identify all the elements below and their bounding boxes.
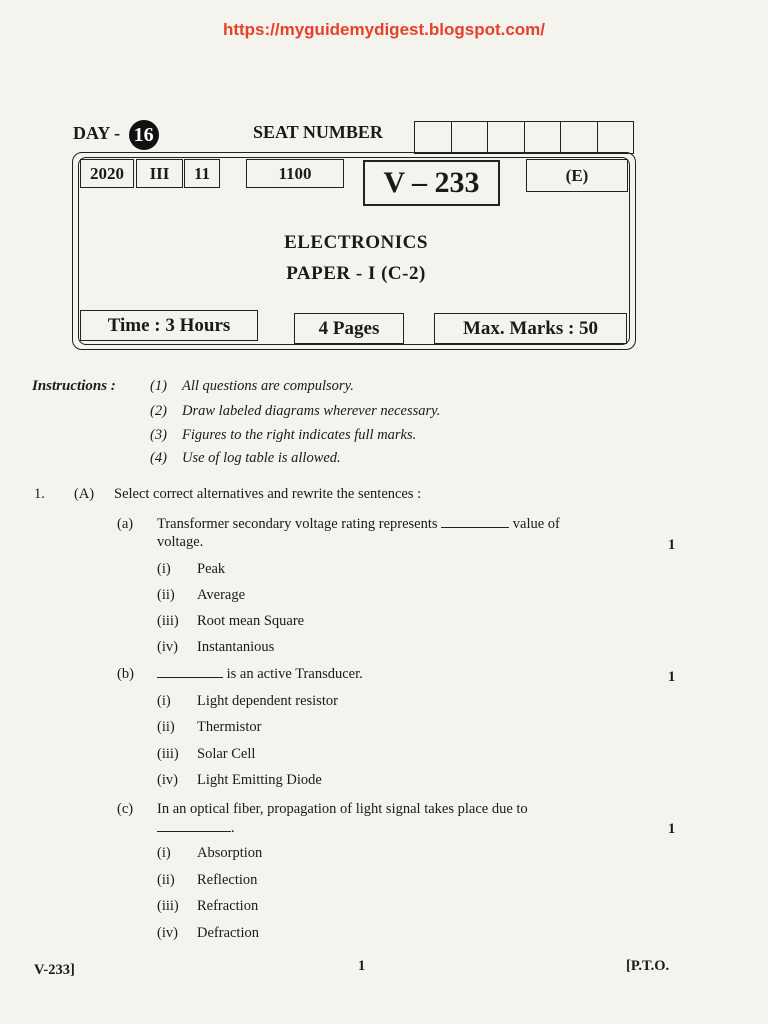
instruction-num: (4) — [150, 450, 167, 466]
instruction-item — [150, 378, 354, 395]
option-text: Instantanious — [197, 639, 275, 655]
option-text: Root mean Square — [197, 613, 305, 629]
option-text: Refraction — [197, 898, 259, 914]
instruction-text: Figures to the right indicates full marks. — [182, 427, 417, 443]
paper-code: V – 233 — [363, 160, 500, 206]
instruction-num: (3) — [150, 427, 167, 443]
footer-page-number: 1 — [358, 958, 366, 974]
sub-question-label: (b) — [117, 666, 134, 682]
seat-digit-box — [415, 122, 452, 153]
option-text: Solar Cell — [197, 746, 256, 762]
blog-url[interactable]: https://myguidemydigest.blogspot.com/ — [222, 20, 546, 39]
subject-title: ELECTRONICS — [284, 232, 428, 253]
option-text: Average — [197, 587, 246, 603]
instruction-item — [150, 403, 440, 420]
instruction-text: Draw labeled diagrams wherever necessary. — [182, 403, 441, 419]
day-number-badge: 16 — [129, 120, 159, 150]
question-text: Select correct alternatives and rewrite the sentences : — [114, 486, 422, 502]
option-num: (iii) — [157, 613, 179, 629]
sub-question-label: (c) — [117, 801, 134, 817]
instruction-text: Use of log table is allowed. — [182, 450, 341, 466]
sub-question-label: (a) — [117, 516, 134, 532]
exam-sub-code: 11 — [184, 159, 220, 188]
option-text: Absorption — [197, 845, 263, 861]
seat-digit-box — [488, 122, 525, 153]
instruction-item — [150, 450, 341, 467]
sub-question-text-part: value of — [512, 516, 560, 532]
footer-pto: [P.T.O. — [626, 958, 670, 974]
exam-time-code: 1100 — [246, 159, 344, 188]
footer-paper-code: V-233] — [34, 962, 75, 978]
option-num: (ii) — [157, 719, 175, 735]
answer-blank — [441, 517, 509, 528]
instruction-text: All questions are compulsory. — [182, 378, 354, 394]
seat-digit-box — [598, 122, 634, 153]
medium-code: (E) — [526, 159, 628, 192]
sub-question-continuation — [157, 820, 235, 837]
option-num: (iv) — [157, 772, 178, 788]
instructions-label: Instructions : — [32, 378, 116, 394]
option-text: Thermistor — [197, 719, 262, 735]
option-num: (i) — [157, 845, 171, 861]
seat-digit-box — [561, 122, 598, 153]
seat-number-boxes — [414, 121, 634, 154]
day-label: DAY - — [73, 123, 121, 144]
instruction-item — [150, 427, 416, 444]
seat-digit-box — [452, 122, 489, 153]
marks-label: 1 — [668, 537, 676, 553]
seat-digit-box — [525, 122, 562, 153]
sub-question-text: In an optical fiber, propagation of light signal takes place due to — [157, 801, 528, 817]
option-text: Defraction — [197, 925, 259, 941]
option-num: (iii) — [157, 746, 179, 762]
option-num: (iv) — [157, 925, 178, 941]
seat-number-label: SEAT NUMBER — [253, 122, 383, 142]
sub-question-text — [157, 666, 363, 683]
exam-session: III — [136, 159, 183, 188]
option-num: (ii) — [157, 872, 175, 888]
marks-label: 1 — [668, 821, 676, 837]
answer-blank — [157, 821, 231, 832]
instruction-num: (1) — [150, 378, 167, 394]
max-marks-box: Max. Marks : 50 — [434, 313, 627, 344]
time-box: Time : 3 Hours — [80, 310, 258, 341]
option-num: (i) — [157, 561, 171, 577]
marks-label: 1 — [668, 669, 676, 685]
option-text: Light Emitting Diode — [197, 772, 322, 788]
paper-title: PAPER - I (C-2) — [286, 263, 426, 284]
question-number: 1. — [34, 486, 45, 502]
sub-question-text-part: Transformer secondary voltage rating represents — [157, 516, 438, 532]
sub-question-text-part: is an active Transducer. — [226, 666, 363, 682]
sub-question-text-part: . — [231, 820, 235, 836]
option-num: (ii) — [157, 587, 175, 603]
option-num: (iii) — [157, 898, 179, 914]
day-label-group — [73, 120, 159, 150]
answer-blank — [157, 667, 223, 678]
instruction-num: (2) — [150, 403, 167, 419]
pages-box: 4 Pages — [294, 313, 404, 344]
option-num: (iv) — [157, 639, 178, 655]
option-num: (i) — [157, 693, 171, 709]
option-text: Reflection — [197, 872, 258, 888]
exam-year: 2020 — [80, 159, 134, 188]
question-part: (A) — [74, 486, 95, 502]
sub-question-text — [157, 516, 637, 533]
option-text: Light dependent resistor — [197, 693, 338, 709]
sub-question-continuation: voltage. — [157, 534, 204, 550]
option-text: Peak — [197, 561, 226, 577]
